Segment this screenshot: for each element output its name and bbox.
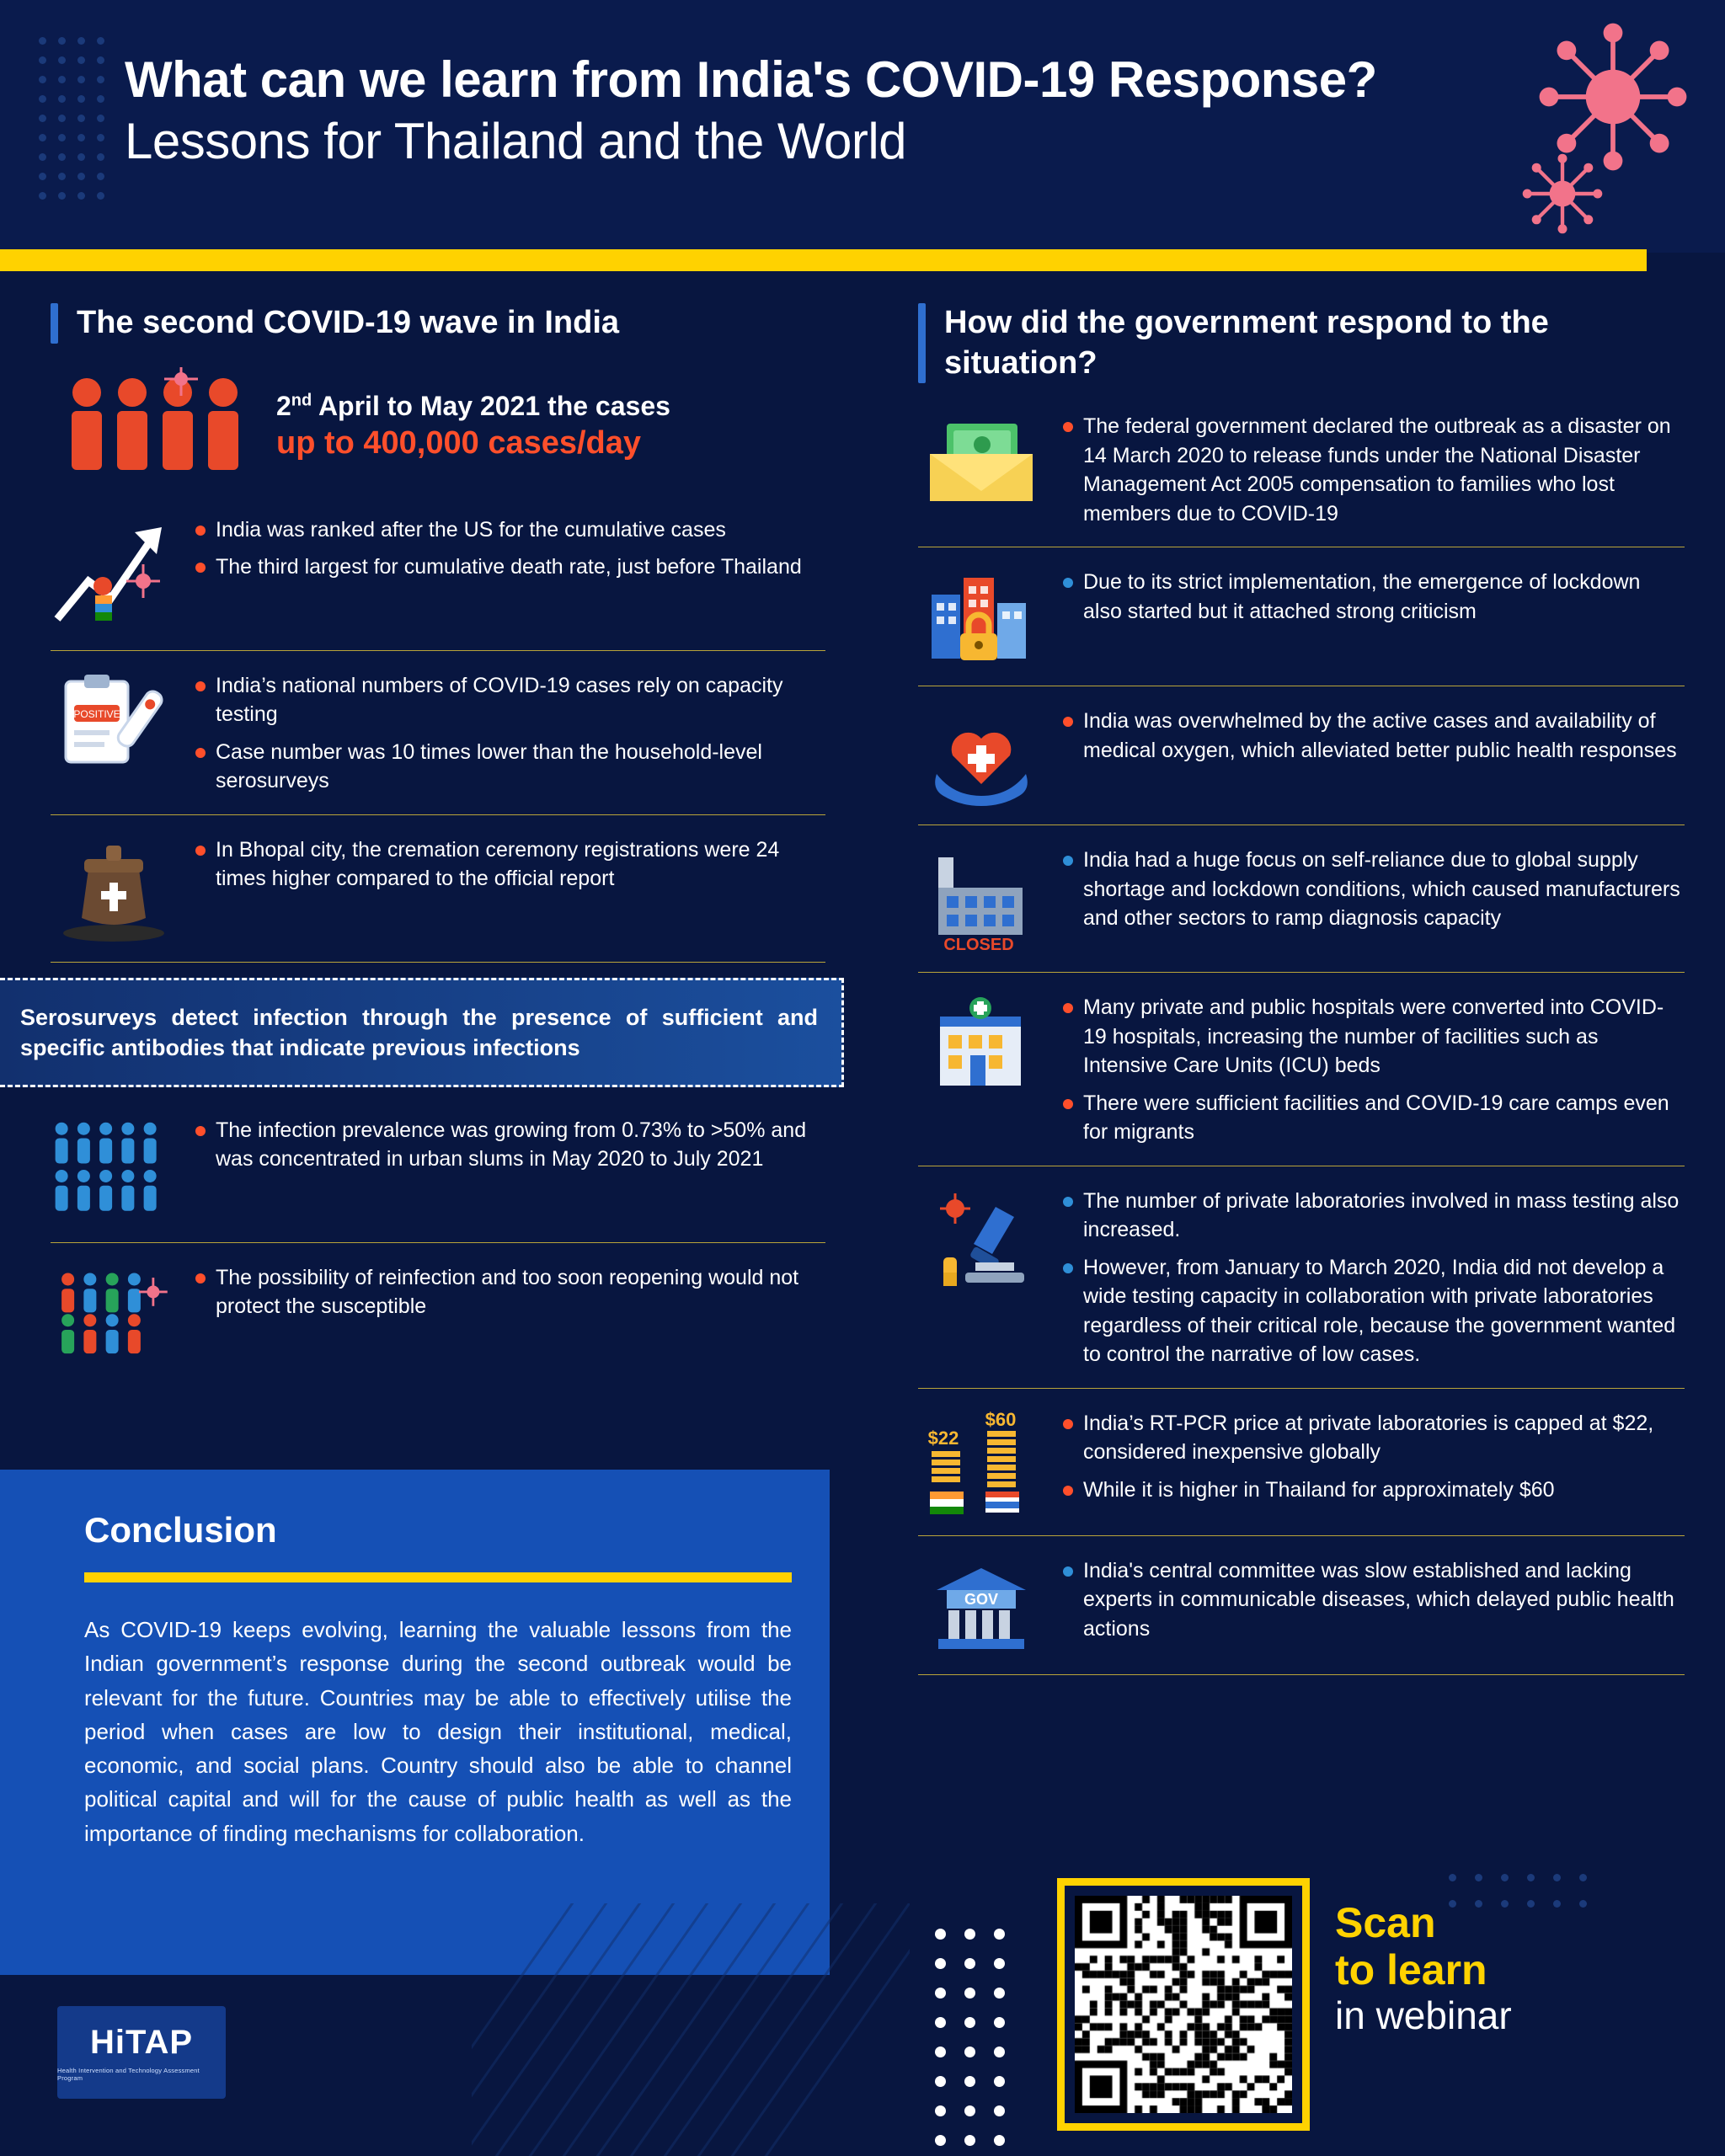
page-title-thin: Lessons for Thailand and the World <box>125 113 907 170</box>
stat-period-text <box>276 391 825 422</box>
left-column <box>20 303 825 1390</box>
growth-chart-icon <box>51 514 177 632</box>
bullet-text: India’s RT-PCR price at private laboratories is capped at $22, considered inexpensive globally <box>1060 1409 1685 1467</box>
scan-line-2: to learn <box>1335 1946 1487 1993</box>
right-row-selfreliance <box>918 825 1685 973</box>
bullet-text: The infection prevalence was growing from 0.73% to >50% and was concentrated in urban slums in May 2020 to July 2021 <box>192 1116 825 1174</box>
bullet-text: India had a huge focus on self-reliance due to global supply shortage and lockdown conditions, which caused manufacturers and other sectors to ramp diagnosis capacity <box>1060 846 1685 933</box>
section-accent-bar <box>918 303 926 383</box>
bullet-text: However, from January to March 2020, India did not develop a wide testing capacity in collaboration with private laboratories regardless of their critical role, because the government wanted to control the narrative of low cases. <box>1060 1253 1685 1369</box>
right-row-funds <box>918 392 1685 547</box>
gov-label: GOV <box>964 1590 999 1608</box>
bullet-text: India was overwhelmed by the active cases and availability of medical oxygen, which alleviated better public health responses <box>1060 707 1685 765</box>
hitap-logo <box>57 2006 226 2099</box>
header-banner <box>0 0 1725 253</box>
decorative-dot-grid-left <box>39 37 104 200</box>
right-row-committee <box>918 1536 1685 1675</box>
covid-test-icon <box>51 670 177 779</box>
page-title-bold: What can we learn from India's COVID-19 Response? <box>125 51 1377 108</box>
right-column <box>918 303 1685 1675</box>
bullet-text: Case number was 10 times lower than the household-level serosurveys <box>192 738 825 796</box>
bullet-text: The possibility of reinfection and too soon reopening would not protect the susceptible <box>192 1263 825 1321</box>
right-row-lockdown <box>918 547 1685 686</box>
factory-closed-icon <box>918 844 1044 953</box>
left-row-cremation <box>51 815 825 963</box>
logo-text: HiTAP <box>89 2023 194 2061</box>
price-thailand-label: $60 <box>985 1408 1017 1430</box>
price-india-label: $22 <box>927 1427 959 1449</box>
left-row-prevalence <box>51 1096 825 1243</box>
serosurvey-highlight-box: Serosurveys detect infection through the presence of sufficient and specific antibodies that indicate previous infections <box>0 978 844 1087</box>
price-comparison-icon <box>918 1407 1044 1517</box>
bullet-text: India's central committee was slow established and lacking experts in communicable diseases, which delayed public health actions <box>1060 1556 1685 1644</box>
scan-line-1: Scan <box>1335 1899 1436 1946</box>
bullet-text: India’s national numbers of COVID-19 cases rely on capacity testing <box>192 671 825 729</box>
bullet-text: There were sufficient facilities and COVID-19 care camps even for migrants <box>1060 1089 1685 1147</box>
bullet-text: The federal government declared the outbreak as a disaster on 14 March 2020 to release funds under the National Disaster Management Act 2005 compensation to families who lost members due to COVID-19 <box>1060 412 1685 528</box>
hospital-icon <box>918 991 1044 1101</box>
closed-label: CLOSED <box>943 936 1014 953</box>
people-group-icon <box>51 367 261 477</box>
left-row-reinfection <box>51 1243 825 1390</box>
left-row-testing <box>51 651 825 815</box>
bullet-text: Many private and public hospitals were converted into COVID-19 hospitals, increasing the number of facilities such as Intensive Care Units (ICU) beds <box>1060 993 1685 1081</box>
decorative-stripes <box>472 1903 910 2156</box>
stat-value-text: up to 400,000 cases/day <box>276 424 642 461</box>
decorative-dot-grid-footer <box>935 1929 1005 2146</box>
stat-ordinal-number: 2 <box>276 390 291 421</box>
bullet-text: Due to its strict implementation, the emergence of lockdown also started but it attached strong criticism <box>1060 568 1685 626</box>
stat-period-label: April to May 2021 the cases <box>312 390 670 421</box>
bullet-text: While it is higher in Thailand for approximately $60 <box>1060 1476 1685 1505</box>
stat-row <box>51 352 825 495</box>
conclusion-underline <box>84 1572 792 1582</box>
positive-label: POSITIVE <box>73 707 120 720</box>
cremation-urn-icon <box>51 834 177 943</box>
heart-care-hands-icon <box>918 705 1044 806</box>
reinfection-crowd-icon <box>51 1262 177 1371</box>
conclusion-text: As COVID-19 keeps evolving, learning the valuable lessons from the Indian government’s response during the second outbreak would be relevant for the future. Countries may be able to effectively utilise the period when cases are low to design their institutional, medical, economic, and social plans. Country should also be able to channel political capital and will for the cause of public health as well as the importance of finding mechanisms for collaboration. <box>84 1617 792 1846</box>
crowd-people-icon <box>51 1114 177 1224</box>
microscope-lab-icon <box>918 1185 1044 1303</box>
bullet-text: The number of private laboratories involved in mass testing also increased. <box>1060 1187 1685 1245</box>
left-row-ranking <box>51 495 825 651</box>
stat-ordinal-suffix: nd <box>291 390 312 409</box>
right-row-hospitals <box>918 973 1685 1166</box>
right-row-pcr-price <box>918 1389 1685 1536</box>
right-section-title: How did the government respond to the situation? <box>944 305 1549 381</box>
right-section-header <box>918 303 1685 383</box>
qr-code[interactable] <box>1057 1878 1310 2131</box>
money-envelope-icon <box>918 410 1044 511</box>
page-title <box>125 49 1557 172</box>
scan-callout <box>1335 1899 1655 2037</box>
bullet-text: The third largest for cumulative death rate, just before Thailand <box>192 552 825 582</box>
left-section-title: The second COVID-19 wave in India <box>77 305 620 340</box>
virus-small-icon <box>1516 147 1609 240</box>
logo-subtitle: Health Intervention and Technology Assessment Program <box>57 2066 200 2082</box>
right-row-oxygen <box>918 686 1685 825</box>
conclusion-title: Conclusion <box>84 1510 277 1550</box>
bullet-text: In Bhopal city, the cremation ceremony registrations were 24 times higher compared to the official report <box>192 835 825 894</box>
bullet-text: India was ranked after the US for the cumulative cases <box>192 515 825 545</box>
city-lockdown-icon <box>918 566 1044 667</box>
right-row-laboratories <box>918 1166 1685 1389</box>
left-section-header <box>51 303 825 344</box>
scan-line-3: in webinar <box>1335 1993 1512 2037</box>
qr-code-canvas <box>1075 1896 1292 2113</box>
conclusion-panel <box>0 1470 830 1975</box>
section-accent-bar <box>51 303 58 344</box>
government-building-icon <box>918 1555 1044 1656</box>
header-accent-bar <box>0 249 1647 271</box>
